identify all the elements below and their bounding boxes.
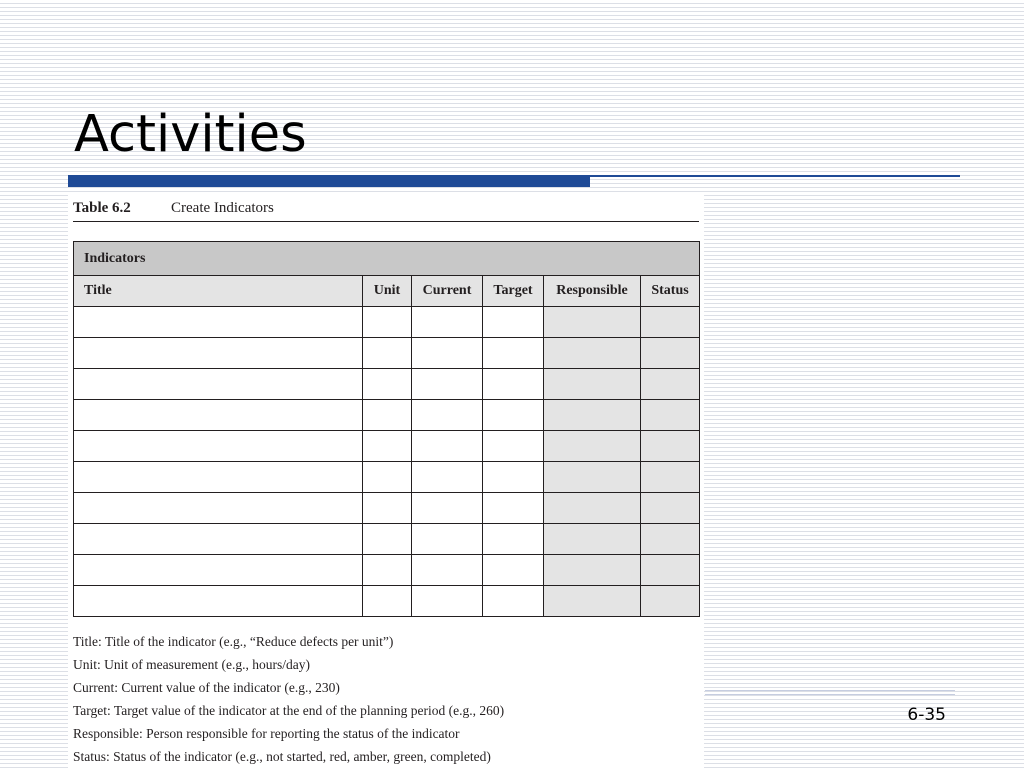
cell-responsible bbox=[544, 555, 641, 586]
cell-target bbox=[483, 462, 544, 493]
cell-responsible bbox=[544, 307, 641, 338]
column-header-responsible: Responsible bbox=[544, 276, 641, 307]
table-caption-title: Create Indicators bbox=[171, 200, 274, 216]
cell-current bbox=[412, 462, 483, 493]
table-row bbox=[74, 431, 700, 462]
cell-unit bbox=[363, 338, 412, 369]
footer-rule bbox=[705, 694, 955, 695]
cell-current bbox=[412, 493, 483, 524]
table-row bbox=[74, 493, 700, 524]
legend-current-definition: Current: Current value of the indicator (e.g., 230) bbox=[73, 680, 340, 695]
title-underline-rule bbox=[590, 175, 960, 177]
caption-divider bbox=[73, 221, 699, 222]
cell-current bbox=[412, 555, 483, 586]
indicator-rows bbox=[74, 307, 700, 617]
table-row bbox=[74, 400, 700, 431]
cell-title bbox=[74, 586, 363, 617]
cell-title bbox=[74, 338, 363, 369]
cell-current bbox=[412, 524, 483, 555]
table-row bbox=[74, 462, 700, 493]
cell-target bbox=[483, 338, 544, 369]
table-row bbox=[74, 338, 700, 369]
table-number: Table 6.2 bbox=[73, 200, 131, 216]
cell-status bbox=[641, 431, 700, 462]
cell-status bbox=[641, 586, 700, 617]
cell-title bbox=[74, 400, 363, 431]
cell-target bbox=[483, 400, 544, 431]
cell-status bbox=[641, 493, 700, 524]
table-row bbox=[74, 586, 700, 617]
cell-title bbox=[74, 462, 363, 493]
cell-responsible bbox=[544, 400, 641, 431]
cell-target bbox=[483, 307, 544, 338]
legend-unit-definition: Unit: Unit of measurement (e.g., hours/day) bbox=[73, 657, 310, 672]
table-row bbox=[74, 369, 700, 400]
indicators-group-header: Indicators bbox=[74, 242, 700, 276]
footer-rule bbox=[705, 690, 955, 691]
cell-target bbox=[483, 586, 544, 617]
slide-title: Activities bbox=[74, 105, 307, 164]
cell-responsible bbox=[544, 369, 641, 400]
cell-title bbox=[74, 493, 363, 524]
cell-unit bbox=[363, 307, 412, 338]
table-row bbox=[74, 555, 700, 586]
cell-title bbox=[74, 555, 363, 586]
cell-status bbox=[641, 462, 700, 493]
cell-current bbox=[412, 369, 483, 400]
table-legend bbox=[73, 630, 699, 768]
cell-target bbox=[483, 493, 544, 524]
cell-unit bbox=[363, 586, 412, 617]
cell-current bbox=[412, 431, 483, 462]
cell-current bbox=[412, 400, 483, 431]
table-row bbox=[74, 307, 700, 338]
cell-status bbox=[641, 524, 700, 555]
cell-title bbox=[74, 369, 363, 400]
table-document bbox=[68, 192, 704, 768]
column-header-unit: Unit bbox=[363, 276, 412, 307]
cell-unit bbox=[363, 400, 412, 431]
cell-status bbox=[641, 307, 700, 338]
cell-responsible bbox=[544, 586, 641, 617]
cell-responsible bbox=[544, 493, 641, 524]
cell-title bbox=[74, 431, 363, 462]
title-underline-bar bbox=[68, 175, 590, 187]
column-header-target: Target bbox=[483, 276, 544, 307]
cell-title bbox=[74, 524, 363, 555]
table-caption bbox=[73, 198, 274, 218]
cell-current bbox=[412, 307, 483, 338]
cell-target bbox=[483, 555, 544, 586]
legend-responsible-definition: Responsible: Person responsible for reporting the status of the indicator bbox=[73, 726, 460, 741]
cell-status bbox=[641, 400, 700, 431]
cell-unit bbox=[363, 431, 412, 462]
cell-responsible bbox=[544, 431, 641, 462]
cell-target bbox=[483, 431, 544, 462]
cell-target bbox=[483, 524, 544, 555]
cell-target bbox=[483, 369, 544, 400]
cell-title bbox=[74, 307, 363, 338]
cell-status bbox=[641, 338, 700, 369]
cell-current bbox=[412, 586, 483, 617]
cell-unit bbox=[363, 493, 412, 524]
column-header-status: Status bbox=[641, 276, 700, 307]
cell-current bbox=[412, 338, 483, 369]
legend-target-definition: Target: Target value of the indicator at the end of the planning period (e.g., 260) bbox=[73, 703, 505, 718]
cell-status bbox=[641, 555, 700, 586]
indicators-table bbox=[73, 241, 700, 617]
cell-responsible bbox=[544, 524, 641, 555]
cell-unit bbox=[363, 369, 412, 400]
column-header-title: Title bbox=[74, 276, 363, 307]
cell-unit bbox=[363, 524, 412, 555]
cell-unit bbox=[363, 555, 412, 586]
cell-responsible bbox=[544, 338, 641, 369]
cell-unit bbox=[363, 462, 412, 493]
table-row bbox=[74, 524, 700, 555]
cell-responsible bbox=[544, 462, 641, 493]
page-number: 6-35 bbox=[907, 705, 946, 725]
cell-status bbox=[641, 369, 700, 400]
legend-status-definition: Status: Status of the indicator (e.g., not started, red, amber, green, completed) bbox=[73, 749, 491, 764]
column-header-current: Current bbox=[412, 276, 483, 307]
legend-title-definition: Title: Title of the indicator (e.g., “Reduce defects per unit”) bbox=[73, 634, 394, 649]
